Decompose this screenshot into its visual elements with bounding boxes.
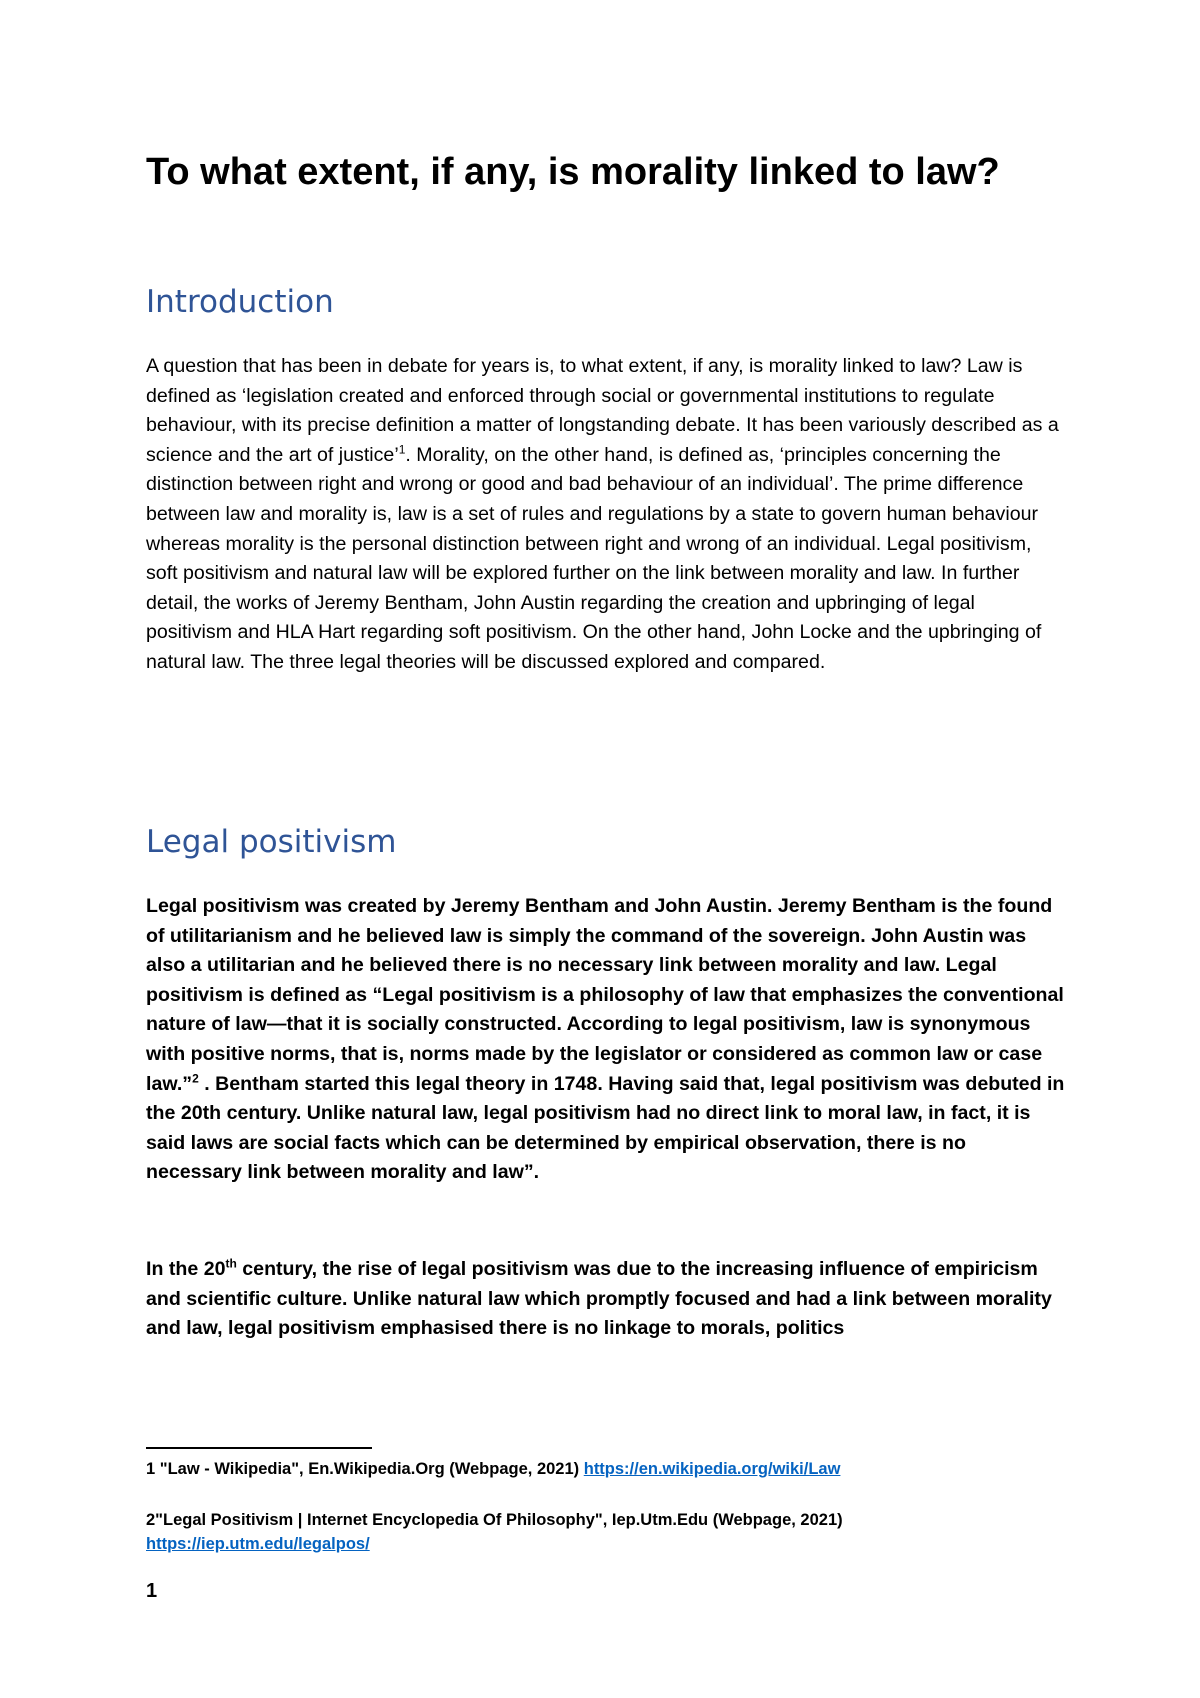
- lp3-text-rest: century, the rise of legal positivism was due to the increasing influence of empiricism and scientific culture. Unlike natural law which promptly focused and had a link between morality and law, legal positivism emphasised there is no linkage to morals, politics: [146, 1258, 1052, 1340]
- footnote-separator: [146, 1447, 372, 1449]
- footnote-2: [146, 1508, 1066, 1556]
- intro-text-1: A question that has been in debate for years is, to what extent, if any, is morality linked to law? Law is defined as ‘legislation created and enforced through social or governmental institutions to regulate behaviour, with its precise definition a matter of longstanding debate. It has been variously described as a science and the art of justice’: [146, 355, 1059, 466]
- footnote-1: [146, 1457, 1066, 1481]
- lp-text-1: Legal positivism was created by Jeremy Bentham and John Austin. Jeremy Bentham is the found of utilitarianism and he believed law is simply the command of the sovereign. John Austin was also a utilitarian and he believed there is no necessary link between morality and law. Legal positivism is defined as “Legal positivism is a philosophy of law that emphasizes the conventional nature of law—that it is socially constructed. According to legal positivism, law is synonymous with positive norms, that is, norms made by the legislator or considered as common law or case law.”: [146, 895, 1064, 1095]
- lp-text-2: . Bentham started this legal theory in 1748. Having said that, legal positivism was debuted in the 20th century. Unlike natural law, legal positivism had no direct link to moral law, in fact, it is said laws are social facts which can be determined by empirical observation, there is no necessary link between morality and law”.: [146, 1072, 1065, 1184]
- introduction-paragraph: [146, 352, 1066, 678]
- footnote-ref-2[interactable]: 2: [192, 1071, 199, 1086]
- introduction-heading: Introduction: [146, 284, 334, 320]
- lp3-text-start: In the 20: [146, 1258, 226, 1280]
- document-title: To what extent, if any, is morality linked to law?: [146, 151, 1000, 193]
- ordinal-suffix: th: [225, 1256, 237, 1271]
- footnote-1-text: 1 "Law - Wikipedia", En.Wikipedia.Org (Webpage, 2021): [146, 1460, 584, 1478]
- intro-text-2: . Morality, on the other hand, is defined as, ‘principles concerning the distinction between right and wrong or good and bad behaviour of an individual’. The prime difference between law and morality is, law is a set of rules and regulations by a state to govern human behaviour whereas morality is the personal distinction between right and wrong of an individual. Legal positivism, soft positivism and natural law will be explored further on the link between morality and law. In further detail, the works of Jeremy Bentham, John Austin regarding the creation and upbringing of legal positivism and HLA Hart regarding soft positivism. On the other hand, John Locke and the upbringing of natural law. The three legal theories will be discussed explored and compared.: [146, 443, 1042, 673]
- page-number: 1: [146, 1580, 158, 1602]
- legal-positivism-paragraph: [146, 892, 1066, 1188]
- legal-positivism-paragraph-2: [146, 1255, 1066, 1344]
- footnote-ref-1[interactable]: 1: [398, 442, 406, 457]
- footnote-1-link[interactable]: https://en.wikipedia.org/wiki/Law: [583, 1460, 841, 1478]
- legal-positivism-heading: Legal positivism: [146, 824, 397, 860]
- footnote-2-text: 2"Legal Positivism | Internet Encyclopedia Of Philosophy", Iep.Utm.Edu (Webpage, 2021): [146, 1511, 843, 1529]
- footnote-2-link[interactable]: https://iep.utm.edu/legalpos/: [146, 1535, 370, 1553]
